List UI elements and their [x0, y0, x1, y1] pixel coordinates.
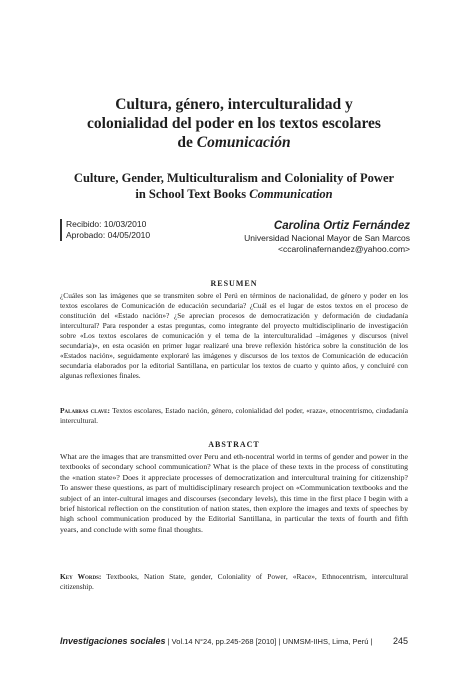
abstract-text: What are the images that are transmitted over Peru and eth-nocentral world in terms of gender and power in the textbooks of secondary school communication? What is the place of these texts in the process of constituting the «nation state»? Does it appreciate processes of democratization and intercultural training for citizenship? To answer these questions, as part of multidisciplinary research project on «Communication textbooks and the subject of an inter-cultural images and discourses (secondary levels), this time in the first place I begin with a brief historical reflection on the constitution of nation states, then explore the images and texts of speeches by high school communication produced by the Editorial Santillana, in particular the texts of fourth and fifth years, and conclude with some final thoughts. [60, 452, 408, 534]
author-block [244, 219, 410, 255]
abstract-heading: ABSTRACT [208, 440, 260, 449]
title-english [40, 170, 428, 202]
page-number: 245 [392, 636, 408, 646]
author-email: <ccarolinafernandez@yahoo.com> [278, 244, 410, 254]
page-footer [60, 636, 408, 646]
title-es-line3-emphasis: Comunicación [196, 134, 291, 151]
resumen-text: ¿Cuáles son las imágenes que se transmiten sobre el Perú en términos de nacionalidad, de género y poder en los textos escolares de Comunicación de educación secundaria? ¿Cuál es el lugar de estos textos en el proceso de constitución del «Estado nación»? ¿Se aprecian procesos de democratización y deformación de ciudadanía intercultural? Para responder a estas preguntas, como integrante del proyecto multidisciplinario de investigación sobre «Los textos escolares de comunicación y el tema de la interculturalidad –imágenes y discursos (nivel secundaria)», en esta ocasión en primer lugar realizaré una breve reflexión histórica sobre la constitución de los «Estados nación», seguidamente exploraré las imágenes y discursos de los textos de Comunicación de educación secundaria elaborados por la editorial Santillana, en particular los textos de cuarto y quinto años, y concluiré con algunas reflexiones finales. [60, 291, 408, 380]
author-affiliation: Universidad Nacional Mayor de San Marcos [244, 233, 410, 243]
keywords-es-text: Textos escolares, Estado nación, género, colonialidad del poder, «raza», etnocentrismo, ciudadanía intercultural. [60, 406, 408, 425]
resumen-heading: RESUMEN [210, 279, 258, 288]
keywords-en-label: Key Words: [60, 572, 102, 581]
keywords-es-label: Palabras clave: [60, 406, 110, 415]
title-es-line1: Cultura, género, interculturalidad y [115, 96, 353, 113]
title-es-line2: colonialidad del poder en los textos escolares [87, 115, 381, 132]
journal-name: Investigaciones sociales [60, 636, 166, 646]
title-es-line3 [40, 133, 428, 152]
keywords-es [60, 406, 408, 426]
received-date: Recibido: 10/03/2010 [66, 219, 147, 229]
keywords-en-text: Textbooks, Nation State, gender, Coloniality of Power, «Race», Ethnocentrism, intercultural citizenship. [60, 572, 409, 591]
title-en-line2 [40, 186, 428, 202]
title-en-line2-emphasis: Communication [249, 187, 333, 201]
title-es-line3-prefix: de [177, 134, 197, 151]
title-en-line1: Culture, Gender, Multiculturalism and Coloniality of Power [73, 171, 395, 185]
submission-dates [60, 219, 150, 241]
title-spanish [40, 95, 428, 152]
author-name: Carolina Ortiz Fernández [273, 220, 410, 232]
title-en-line2-prefix: in School Text Books [135, 187, 250, 201]
journal-details: | Vol.14 N°24, pp.245-268 [2010] | UNMSM-IIHS, Lima, Perú | [165, 637, 373, 646]
approved-date: Aprobado: 04/05/2010 [66, 230, 151, 240]
keywords-en [60, 572, 408, 592]
